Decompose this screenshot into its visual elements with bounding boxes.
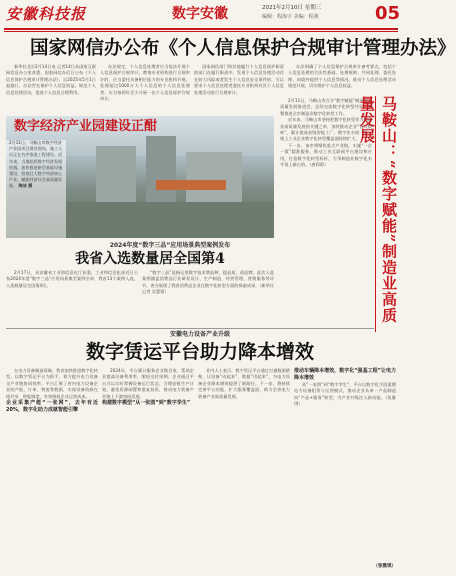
feature-caption [6, 140, 66, 238]
feature-title: 数字经济产业园建设正酣 [14, 119, 158, 134]
article1-paragraph: 办法规定，个人信息处理者应当依法开展个人信息保护合规审计，聘请专业机构进行合规审计的，应当委托具备相应能力的专业机构开展。处理超过1000万人个人信息的个人信息处理者，应当每两年至少开展一次个人信息保护合规审计。 [100, 64, 190, 102]
header-rule [4, 28, 398, 30]
article2-paragraph: 2月17日，从安徽省工业和信息化厅获悉，工业和信息化部近日公布2024年度“数字三品”应用场景典型案例名单，我省13个案例入选，入选数量居全国第4位。 [6, 270, 138, 288]
article3-paragraph: 业内人士表示，数字赁运平台通过打通数据壁垒，让设备“动起来”、数据“用起来”，为电力设备企业降本增效提供了新路径。下一步，将持续完善平台功能，扩大服务覆盖面，助力全省电力装备产业高质量发展。 [198, 368, 290, 399]
article3-column-1 [6, 368, 98, 572]
article1-paragraph: 新华社北京2月14日电 记者14日从国家互联网信息办公室获悉，国家网信办近日公布《个人信息保护合规审计管理办法》，自2025年5月1日起施行。办法旨在保护个人信息权益，规范个人信息处理活动，促进个人信息合理利用。 [6, 64, 96, 95]
header-rule-thin [4, 31, 398, 32]
issue-date: 2021年2月10日 星期三 [262, 5, 322, 11]
article2-paragraph: “数字三品”是指运用数字技术增品种、提品质、创品牌。此次入选案例涵盖消费品行业研发设计、生产制造、经营管理、营销服务等环节，充分展现了我省消费品企业在数字化转型方面的探索成果。（新华社记者 吴慧珺） [142, 270, 274, 295]
article3-column-3 [198, 368, 290, 572]
photo-building [96, 146, 136, 206]
article3-paragraph: 2024年，平台累计服务企业数百家，帮助企业提高设备利用率，缩短交付周期。企业通过平台可以实时掌握设备运行状态，合理安排生产计划，避免资源闲置和重复投资，推动电力装备产业链上下游协同发展。 [102, 368, 194, 399]
article1-paragraph: 国家网信部门和其他履行个人信息保护职责的部门在履行职责中，发现个人信息处理活动存在较大风险或者发生个人信息安全事件的，可以要求个人信息处理者委托专业机构对其个人信息处理活动进行合规审计。 [194, 64, 284, 95]
sidebar-vertical-headline: 马鞍山：“数字赋能”制造业高质量发展 [358, 96, 398, 324]
article3-subhead: 构建数字模型“从一张图”到“数字孪生” [102, 400, 191, 407]
article1-column-3 [194, 64, 284, 114]
photo-ground [66, 202, 274, 238]
caption-text: 2月11日，马鞍山市数字经济产业园项目建设现场，施工人员正在有序推进工程建设。近年来，当地抢抓数字经济发展机遇，加快推进新型基础设施建设，培育壮大数字经济核心产业，赋能经济社会高质量发展。 [9, 140, 63, 189]
photo-crane [156, 180, 226, 190]
article3-column-4 [294, 368, 396, 564]
article1-column-2 [100, 64, 190, 114]
sidebar-paragraph: 下一步，该市将聚焦重点产业链，实施“一企一策”精准服务，推动工业互联网平台建设和应用，打造数字化转型标杆，力争制造业数字化水平再上新台阶。（唐莉莉） [280, 142, 372, 168]
article3-headline: 数字赁运平台助力降本增效 [85, 341, 314, 363]
article2-column-1 [6, 270, 138, 326]
article3-paragraph: 从“一张图”到“数字孪生”，平台以数字化手段重塑电力设备租赁与运营模式，推动企业从单一产品制造向“产品+服务”转型，为产业升级注入新动能。（张雅琪） [294, 382, 396, 407]
article2-headline: 我省入选数量居全国第4 [75, 251, 225, 267]
section-divider [6, 328, 374, 329]
caption-credit: 陶洁 摄 [18, 183, 33, 189]
section-title: 数字安徽 [172, 6, 228, 22]
article3-column-2 [102, 368, 194, 572]
article1-paragraph: 办法明确了个人信息保护合规审计参考要点，包括个人信息处理的合法性基础、处理规则、共同处理、委托处理、向境外提供个人信息等情况，推动个人信息处理活动规范开展，切实维护个人信息权益。 [288, 64, 396, 89]
sidebar-paragraph: 2月11日，马鞍山市召开“数字赋能”制造业高质量发展推进会，总结交流数字化转型经验，部署推进全市制造业数字化转型工作。 [280, 98, 372, 116]
article3-kicker: 安徽电力设备产业升级 [169, 331, 230, 338]
sidebar-paragraph: 近年来，马鞍山市坚持把数字化转型作为制造业高质量发展的关键之举，加快推动企业“智改数转”，累计建成省级智能工厂、数字化车间一批，规上工业企业数字化转型覆盖面持续扩大。 [280, 117, 372, 142]
article3-paragraph: 在电力设备制造领域，我省加快推进数字化转型，以数字赁运平台为抓手，着力提升电力设备全产业链协同效率。平台汇聚了省内电力设备企业的产能、订单、物流等数据，实现设备资源在线共享、智能调度，有效降低企业运营成本。 [6, 368, 98, 399]
article1-column-4 [288, 64, 396, 94]
article3-subhead: 企业采集产能“一张网”，去年有近20%，数字化助力成就智能引擎 [6, 400, 98, 414]
article1-column-1 [6, 64, 96, 114]
page-number: 05 [374, 3, 400, 24]
editor-line: 编辑：程海宇 美编：程燕 [262, 14, 319, 20]
article1-headline: 国家网信办公布《个人信息保护合规审计管理办法》 [30, 38, 456, 59]
newspaper-logo: 安徽科技报 [6, 5, 87, 23]
article3-credit: （张雅琪） [373, 564, 396, 569]
photo-building [186, 152, 242, 206]
article3-subhead: 推动车辆降本增效，数字化“强基工程”让电力降本增效 [294, 368, 396, 381]
article2-column-2 [142, 270, 274, 326]
article2-kicker: 2024年度“数字三品”应用场景典型案例发布 [109, 242, 231, 249]
photo-building [146, 136, 176, 206]
